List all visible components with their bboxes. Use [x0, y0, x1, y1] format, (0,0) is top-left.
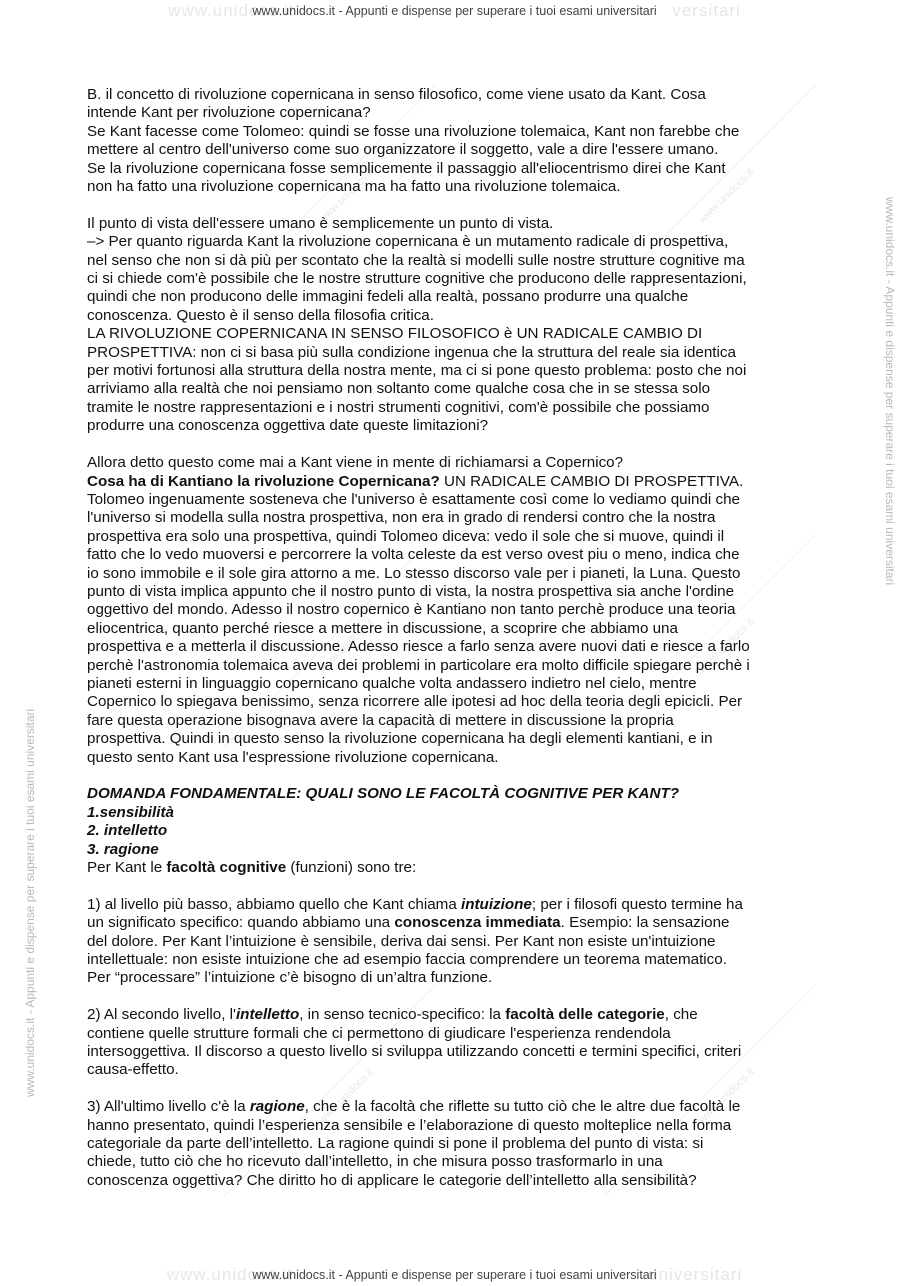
text-line: prospettiva era solo una prospettiva, quindi Tolomeo diceva: vedo il sole che si muove, quindi il	[87, 527, 725, 545]
text-line: prospettiva. Quindi in questo senso la rivoluzione copernicana ha degli elementi kantiani, e in	[87, 730, 713, 748]
text-line: Allora detto questo come mai a Kant viene in mente di richiamarsi a Copernico?	[87, 454, 624, 472]
text-line: Se Kant facesse come Tolomeo: quindi se fosse una rivoluzione tolemaica, Kant non farebbe che	[87, 122, 740, 140]
text-line	[87, 1098, 827, 1116]
text-line: categoriale da parte dell’intelletto. La ragione quindi si pone il problema del punto di vista: si	[87, 1135, 704, 1153]
paragraph-gap	[87, 196, 827, 214]
text-line: non ha fatto una rivoluzione copernicana ma ha fatto una rivoluzione tolemaica.	[87, 178, 621, 196]
text-line: io sono immobile e il sole gira attorno a me. Lo stesso discorso vale per i pianeti, la Luna. Questo	[87, 564, 741, 582]
text-line: prospettiva e a metterla il discussione. Adesso riesce a farlo senza avere nuovi dati e riesce a farlo	[87, 638, 750, 656]
right-side-watermark: www.unidocs.it - Appunti e dispense per superare i tuoi esami universitari	[883, 197, 897, 586]
text-line: B. il concetto di rivoluzione copernicana in senso filosofico, come viene usato da Kant. Cosa	[87, 86, 706, 103]
text-span: , in senso tecnico-specifico: la	[299, 1006, 506, 1024]
paragraph-gap	[87, 767, 827, 785]
text-line: punto di vista implica appunto che il nostro punto di vista, la nostra prospettiva sia anche l'ordine	[87, 582, 735, 600]
text-line: chiede, tutto ciò che ho ricevuto dall’intelletto, in che misura posso trasformarlo in una	[87, 1153, 663, 1171]
list-item-text: 3. ragione	[87, 840, 159, 858]
diagonal-watermark: www.unidocs.it	[696, 166, 757, 226]
text-line: produrre una conoscenza oggettiva date queste limitazioni?	[87, 417, 489, 435]
text-line: quindi che non producono delle immagini fedeli alla realtà, possano produrre una qualche	[87, 288, 689, 306]
text-line: LA RIVOLUZIONE COPERNICANA IN SENSO FILOSOFICO è UN RADICALE CAMBIO DI	[87, 325, 703, 343]
text-span: 3) All'ultimo livello c'è la	[87, 1098, 250, 1116]
text-line	[87, 1006, 827, 1024]
diagonal-watermark: www.unidocs.it	[316, 1066, 377, 1126]
list-item-text: 1.sensibilità	[87, 803, 174, 821]
paragraph-gap	[87, 1080, 827, 1098]
text-line: Tolomeo ingenuamente sosteneva che l'universo è esattamente così come lo vediamo quindi che	[87, 490, 740, 508]
paragraph-gap	[87, 436, 827, 454]
bold-term: conoscenza immediata	[394, 914, 561, 932]
header-watermark: www.unidocs.it versitari	[168, 1, 741, 20]
bold-term: ragione	[249, 1098, 305, 1116]
list-item	[87, 841, 827, 859]
text-line: arriviamo alla realtà che noi pensiamo non soltanto come qualche cosa che in se stessa solo	[87, 380, 711, 398]
text-line: –> Per quanto riguarda Kant la rivoluzione copernicana è un mutamento radicale di prospettiva,	[87, 233, 729, 251]
page-header	[0, 1, 909, 20]
text-line: fare questa operazione bisognava avere la capacità di mettere in discussione la propria	[87, 711, 674, 729]
text-span: un significato specifico: quando abbiamo una	[87, 914, 395, 932]
text-line: l'universo si modella sulla nostra prospettiva, non era in grado di rendersi contro che la nostra	[87, 509, 716, 527]
text-line: perchè l'astronomia tolemaica aveva dei problemi in particolare era molto difficile spiegare perchè i	[87, 656, 750, 674]
text-line: questo sento Kant usa l'espressione rivoluzione copernicana.	[87, 748, 499, 766]
text-span: 1) al livello più basso, abbiamo quello che Kant chiama	[87, 895, 461, 913]
text-line: eliocentrica, quanto perché riesce a mettere in discussione, a scoprire che abbiamo una	[87, 619, 678, 637]
text-line	[87, 896, 827, 914]
text-line: del dolore. Per Kant l’intuizione è sensibile, deriva dai sensi. Per Kant non esiste un'intuizione	[87, 932, 716, 950]
text-line: tramite le nostre rappresentazioni e i nostri strumenti cognitivi, com'è possibile che possiamo	[87, 398, 710, 416]
text-line: Se la rivoluzione copernicana fosse semplicemente il passaggio all'eliocentrismo direi che Kant	[87, 159, 726, 177]
list-item-text: 2. intelletto	[87, 822, 168, 840]
text-span: ; per i filosofi questo termine ha	[531, 895, 743, 913]
text-line: oggettivo del mondo. Adesso il nostro copernico è Kantiano non tanto perchè produce una teoria	[87, 601, 736, 619]
footer-link[interactable]: www.unidocs.it - Appunti e dispense per superare i tuoi esami universitari	[252, 1268, 657, 1282]
text-span: Per Kant le	[87, 859, 167, 877]
header-link[interactable]: www.unidocs.it - Appunti e dispense per superare i tuoi esami universitari	[252, 4, 657, 18]
list-item	[87, 822, 827, 840]
text-line: intersoggettiva. Il discorso a questo livello si sviluppa utilizzando concetti e termini specifici, criteri	[87, 1043, 742, 1061]
bold-question: Cosa ha di Kantiano la rivoluzione Copernicana?	[87, 472, 440, 490]
bold-term: intuizione	[461, 895, 532, 913]
text-line	[87, 859, 827, 877]
text-line: ci si chiede com'è possibile che le nostre strutture cognitive che producono delle rappresentazioni,	[87, 270, 747, 288]
text-line: Copernico lo spiegava benissimo, senza ricorrere alle ipotesi ad hoc della teoria degli epicicli. Per	[87, 693, 743, 711]
text-line: conoscenza. Questo è il senso della filosofia critica.	[87, 306, 434, 324]
text-line: fatto che lo vedo muoversi e percorrere la volta celeste da est verso ovest piu o meno, indica che	[87, 546, 740, 564]
text-line: intellettuale: non esiste intuizione che ad esempio faccia comprendere un teorema matematico.	[87, 951, 727, 969]
text-span: . Esempio: la sensazione	[560, 914, 730, 932]
document-body	[87, 86, 827, 1190]
text-line: per motivi fortunosi alla struttura della nostra mente, ma ci si pone questo problema: posto che noi	[87, 362, 747, 380]
bold-term: facoltà delle categorie	[505, 1006, 665, 1024]
paragraph-gap	[87, 877, 827, 895]
text-span: UN RADICALE CAMBIO DI PROSPETTIVA.	[439, 472, 744, 490]
bold-term: facoltà cognitive	[166, 859, 287, 877]
text-line: pianeti esterni in linguaggio copernicano qualche volta andassero indietro nel cielo, mentre	[87, 674, 697, 692]
text-line: intende Kant per rivoluzione copernicana?	[87, 104, 371, 122]
text-line: Per “processare” l’intuizione c’è bisogno di un’altra funzione.	[87, 969, 493, 987]
text-line: hanno presentato, quindi l’esperienza sensibile e l’elaborazione di questo molteplice nella forma	[87, 1116, 732, 1134]
diagonal-watermark: www.unidocs.it	[316, 166, 377, 226]
left-side-watermark: www.unidocs.it - Appunti e dispense per superare i tuoi esami universitari	[23, 708, 37, 1097]
text-line: conoscenza oggettiva? Che diritto ho di applicare le categorie dell’intelletto alla sensibilità?	[87, 1171, 697, 1189]
diagonal-watermark: www.unidocs.it	[316, 616, 377, 676]
text-line: causa-effetto.	[87, 1061, 179, 1079]
footer-watermark: www.unidocs.it universitari	[166, 1265, 743, 1284]
page-footer	[0, 1265, 909, 1284]
text-line: Il punto di vista dell'essere umano è semplicemente un punto di vista.	[87, 214, 554, 232]
text-span: , che	[664, 1006, 698, 1024]
heading-text: DOMANDA FONDAMENTALE: QUALI SONO LE FACOLTÀ COGNITIVE PER KANT?	[87, 785, 680, 803]
text-span: (funzioni) sono tre:	[286, 859, 417, 877]
text-line: PROSPETTIVA: non ci si basa più sulla condizione ingenua che la struttura del reale sia identica	[87, 343, 736, 361]
text-line	[87, 473, 827, 491]
section-heading	[87, 785, 827, 803]
diagonal-watermark: www.unidocs.it	[696, 616, 757, 676]
text-line: nel senso che non si dà più per scontato che la realtà si modelli sulle nostre strutture cognitive ma	[87, 251, 745, 269]
text-span: 2) Al secondo livello, l'	[87, 1006, 236, 1024]
bold-term: intelletto	[235, 1006, 300, 1024]
paragraph-gap	[87, 988, 827, 1006]
list-item	[87, 804, 827, 822]
text-line	[87, 914, 827, 932]
diagonal-watermark: www.unidocs.it	[696, 1066, 757, 1126]
text-span: , che è la facoltà che riflette su tutto ciò che le altre due facoltà le	[304, 1098, 741, 1116]
text-line: mettere al centro dell'universo come suo organizzatore il soggetto, vale a dire l'essere umano.	[87, 141, 719, 159]
text-line: contiene quelle strutture formali che ci permettono di giudicare l'esperienza rendendola	[87, 1024, 671, 1042]
